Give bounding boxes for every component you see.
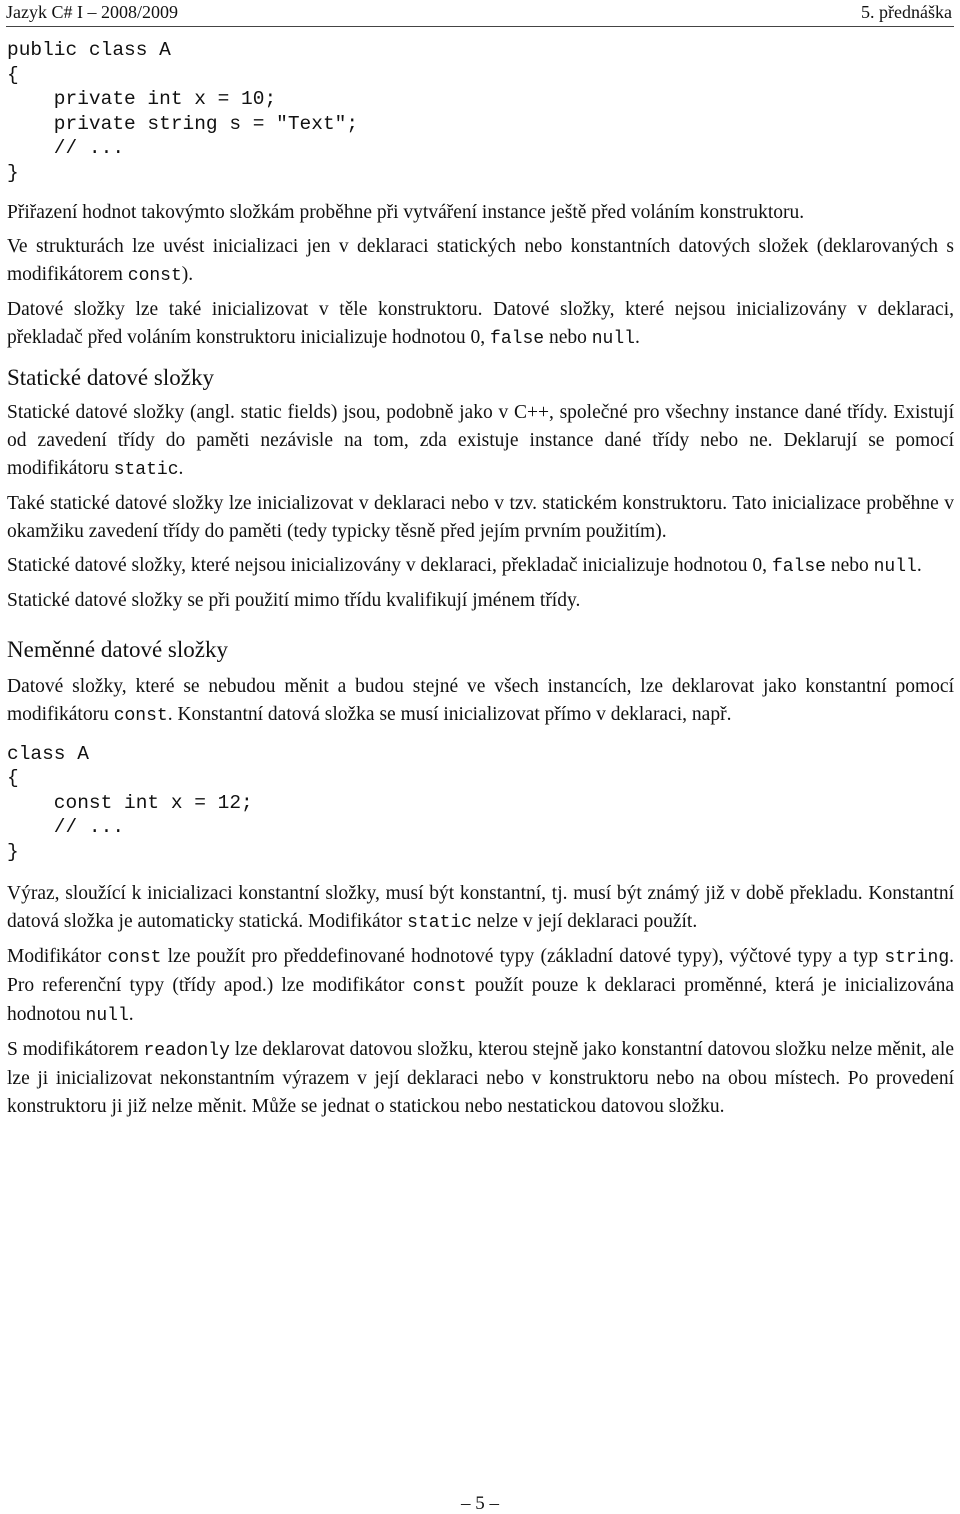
page-header xyxy=(6,0,954,27)
heading-static-fields: Statické datové složky xyxy=(7,364,214,390)
page-number: – 5 – xyxy=(461,1493,499,1514)
paragraph-const-types: Modifikátor const lze použít pro předdefinované hodnotové typy (základní datové typy), výčtové typy a typ string. Pro referenční typy (třídy apod.) lze modifikátor const použít pouze k deklaraci proměnné, která je inicializována hodnotou null. xyxy=(7,945,954,1026)
paragraph-struct-initialization: Ve strukturách lze uvést inicializaci jen v deklaraci statických nebo konstantních datových složek (deklarovaných s modifikátorem const). xyxy=(7,235,954,286)
inline-code: false xyxy=(490,328,545,349)
inline-code: static xyxy=(113,459,179,480)
inline-code: readonly xyxy=(143,1040,230,1061)
inline-code: const xyxy=(412,976,467,997)
document-body xyxy=(7,36,954,1121)
header-course-title: Jazyk C# I – 2008/2009 xyxy=(6,2,178,22)
inline-code: null xyxy=(85,1005,129,1026)
inline-code: const xyxy=(127,265,182,286)
paragraph-constructor-initialization: Datové složky lze také inicializovat v těle konstruktoru. Datové složky, které nejsou inicializovány v deklaraci, překladač před voláním konstruktoru inicializuje hodnotou 0, false nebo null. xyxy=(7,298,954,349)
inline-code: string xyxy=(884,947,950,968)
paragraph-static-fields-intro: Statické datové složky (angl. static fields) jsou, podobně jako v C++, společné pro všechny instance dané třídy. Existují od zavedení třídy do paměti nezávisle na tom, zda existuje instance dané třídy nebo ne. Deklarují se pomocí modifikátoru static. xyxy=(7,401,954,480)
inline-code: null xyxy=(591,328,635,349)
inline-code: null xyxy=(873,556,917,577)
paragraph-static-constructor: Také statické datové složky lze inicializovat v deklaraci nebo v tzv. statickém konstruktoru. Tato inicializace proběhne v okamžiku zavedení třídy do paměti (tedy typicky těsně před jejím prvním použitím). xyxy=(7,492,954,542)
inline-code: false xyxy=(771,556,826,577)
paragraph-const-expression: Výraz, sloužící k inicializaci konstantní složky, musí být konstantní, tj. musí být známý již v době překladu. Konstantní datová složka je automaticky statická. Modifikátor static nelze v její deklaraci použít. xyxy=(7,882,954,933)
header-lecture-number: 5. přednáška xyxy=(861,2,952,22)
inline-code: static xyxy=(407,912,472,933)
paragraph-const-fields: Datové složky, které se nebudou měnit a budou stejné ve všech instancích, lze deklarovat jako konstantní pomocí modifikátoru const. Konstantní datová složka se musí inicializovat přímo v deklaraci, např. xyxy=(7,675,954,726)
paragraph-readonly: S modifikátorem readonly lze deklarovat datovou složku, kterou stejně jako konstantní datovou složku nelze měnit, ale lze ji inicializovat nekonstantním výrazem v její deklaraci nebo v konstruktoru nebo na obou místech. Po provedení konstruktoru ji již nelze měnit. Může se jednat o statickou nebo nestatickou datovou složku. xyxy=(7,1038,954,1117)
heading-constant-fields: Neměnné datové složky xyxy=(7,636,228,662)
inline-code: const xyxy=(107,947,162,968)
code-block-class-a-fields: public class A { private int x = 10; private string s = "Text"; // ... } xyxy=(7,39,359,184)
paragraph-field-initialization: Přiřazení hodnot takovýmto složkám proběhne při vytváření instance ještě před voláním konstruktoru. xyxy=(7,201,805,223)
paragraph-static-qualification: Statické datové složky se při použití mimo třídu kvalifikují jménem třídy. xyxy=(7,589,581,611)
code-block-const-example: class A { const int x = 12; // ... } xyxy=(7,742,253,863)
paragraph-static-default-values: Statické datové složky, které nejsou inicializovány v deklaraci, překladač inicializuje hodnotou 0, false nebo null. xyxy=(7,554,922,577)
inline-code: const xyxy=(113,705,168,726)
